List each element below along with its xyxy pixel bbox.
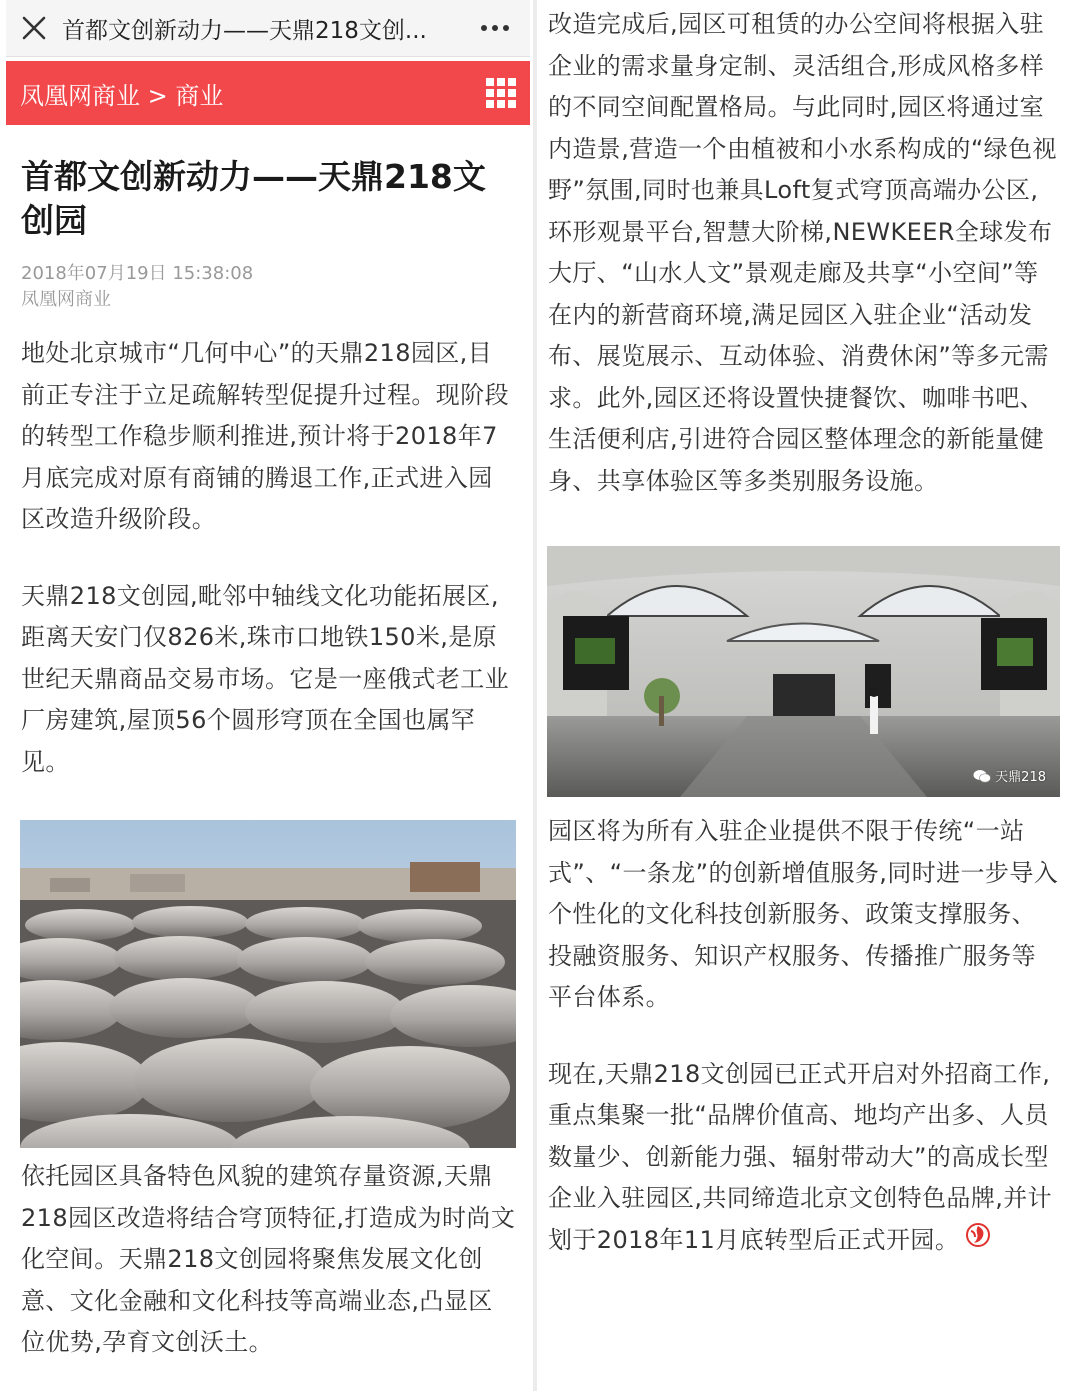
article-paragraph: 天鼎218文创园,毗邻中轴线文化功能拓展区,距离天安门仅826米,珠市口地铁150米,是原世纪天鼎商品交易市场。它是一座俄式老工业厂房建筑,屋顶56个圆形穹顶在全国也属罕见。 [21,581,509,776]
article-datetime: 2018年07月19日 15:38:08 [21,263,254,284]
roof-domes-photo [20,820,516,1148]
breadcrumb[interactable]: 凤凰网商业 > 商业 [20,81,224,110]
window-title: 首都文创新动力——天鼎218文创... [62,17,427,44]
ifeng-logo-icon [965,1220,991,1262]
grid-menu-icon[interactable] [486,78,516,108]
channel-bar [6,61,530,125]
article-paragraph: 园区将为所有入驻企业提供不限于传统“一站式”、“一条龙”的创新增值服务,同时进一步导入个性化的文化科技创新服务、政策支撑服务、投融资服务、知识产权服务、传播推广服务等平台体系。 [548,817,1059,1011]
column-divider [533,0,537,1391]
article-title: 首都文创新动力——天鼎218文创园 [21,157,486,240]
wechat-icon [973,769,991,783]
article-meta [21,261,515,313]
article-source[interactable]: 凤凰网商业 [21,289,111,310]
more-dots-icon[interactable] [460,0,530,56]
photo-watermark-text: 天鼎218 [995,770,1046,785]
article-paragraph [540,1054,1074,1262]
right-column [540,0,1074,1391]
top-bar [6,0,530,57]
exhibition-hall-rendering [547,546,1060,797]
article-paragraph: 地处北京城市“几何中心”的天鼎218园区,目前正专注于立足疏解转型促提升过程。现阶段的转型工作稳步顺利推进,预计将于2018年7月底完成对原有商铺的腾退工作,正式进入园区改造升级阶段。 [21,339,509,533]
article-paragraph: 依托园区具备特色风貌的建筑存量资源,天鼎218园区改造将结合穹顶特征,打造成为时尚文化空间。天鼎218文创园将聚焦发展文化创意、文化金融和文化科技等高端业态,凸显区位优势,孕育文创沃土。 [21,1162,516,1356]
left-column [6,0,530,1391]
article-paragraph-text: 现在,天鼎218文创园已正式开启对外招商工作,重点集聚一批“品牌价值高、地均产出多、人员数量少、创新能力强、辐射带动大”的高成长型企业入驻园区,共同缔造北京文创特色品牌,并计划于2018年11月底转型后正式开园。 [548,1059,1053,1254]
close-icon[interactable] [6,0,62,56]
photo-watermark [973,766,1046,785]
article-paragraph: 改造完成后,园区可租赁的办公空间将根据入驻企业的需求量身定制、灵活组合,形成风格多样的不同空间配置格局。与此同时,园区将通过室内造景,营造一个由植被和小水系构成的“绿色视野”氛围,同时也兼具Loft复式穹顶高端办公区,环形观景平台,智慧大阶梯,NEWKEER全球发布大厅、“山水人文”景观走廊及共享“小空间”等在内的新营商环境,满足园区入驻企业“活动发布、展览展示、互动体验、消费休闲”等多元需求。此外,园区还将设置快捷餐饮、咖啡书吧、生活便利店,引进符合园区整体理念的新能量健身、共享体验区等多类别服务设施。 [548,10,1057,495]
